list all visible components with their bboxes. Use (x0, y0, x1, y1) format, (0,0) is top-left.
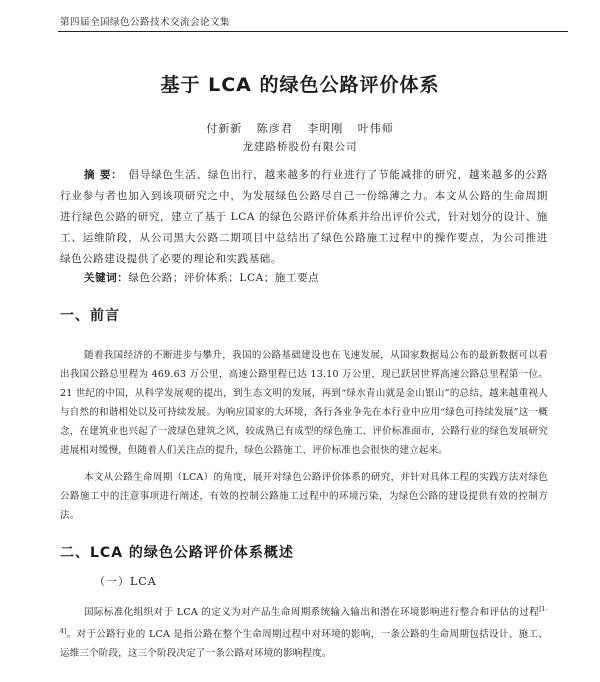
keywords (84, 270, 319, 285)
intro-paragraph-2: 本文从公路生命周期（LCA）的角度，展开对绿色公路评价体系的研究，并针对具体工程的实践方法对绿色公路施工中的注意事项进行阐述，有效的控制公路施工过程中的环境污染，为绿色公路的建设提供有效的控制方法。 (60, 472, 548, 521)
subsection-heading-lca: （一）LCA (94, 575, 157, 588)
lca-paragraph-text-1: 国际标准化组织对于 LCA 的定义为对产品生命周期系统输入输出和潜在环境影响进行整合和评估的过程 (84, 607, 540, 619)
keywords-text: 绿色公路；评价体系；LCA；施工要点 (128, 272, 320, 284)
paper-title: 基于 LCA 的绿色公路评价体系 (160, 74, 440, 96)
lca-paragraph-text-2: 。对于公路行业的 LCA 是指公路在整个生命周期过程中对环境的影响，一条公路的生命周期包括设计、施工、运维三个阶段，这三个阶段决定了一条公路对环境的影响程度。 (60, 629, 548, 660)
abstract-label: 摘 要： (84, 169, 123, 181)
abstract-text: 倡导绿色生活、绿色出行，越来越多的行业进行了节能减排的研究，越来越多的公路行业参与者也加入到该项研究之中，为发展绿色公路尽自己一份绵薄之力。本文从公路的生命周期进行绿色公路的研究，建立了基于 LCA 的绿色公路评价体系并给出评价公式，针对划分的设计、施工、运维阶段，从公司黑大公路二期项目中总结出了绿色公路施工过程中的操作要点，为公司推进绿色公路建设提供了必要的理论和实践基础。 (60, 169, 548, 265)
abstract (60, 165, 548, 270)
authors: 付新新 陈彦君 李明刚 叶伟师 (206, 122, 394, 135)
affiliation: 龙建路桥股份有限公司 (242, 141, 358, 153)
intro-paragraph-1: 随着我国经济的不断进步与攀升，我国的公路基础建设也在飞速发展，从国家数据局公布的最新数据可以看出我国公路总里程为 469.63 万公里，高速公路里程已达 13.10 万公里，现已跃居世界高速公路总里程第一位。21 世纪的中国，从科学发展观的提出，到生态文明的发展，再到“绿水青山就是金山银山”的总结，越来越重视人与自然的和谐相处以及可持续发展。为响应国家的大环境，各行各业争先在本行业中应用“绿色可持续发展”这一概念，在建筑业也兴起了一波绿色建筑之风，较成熟已有成型的绿色施工、评价标准面市，公路行业的绿色发展研究进展相对缓慢，但随着人们关注点的提升，绿色公路施工、评价标准也会很快的建立起来。 (60, 350, 548, 456)
citation-ref: [1-4] (60, 606, 548, 636)
lca-paragraph (60, 600, 548, 663)
keywords-label: 关键词： (84, 272, 129, 284)
section-heading-lca-overview: 二、LCA 的绿色公路评价体系概述 (60, 545, 294, 561)
running-header: 第四届全国绿色公路技术交流会论文集 (60, 17, 231, 28)
header-rule (58, 31, 568, 32)
section-heading-introduction: 一、前言 (60, 308, 120, 324)
